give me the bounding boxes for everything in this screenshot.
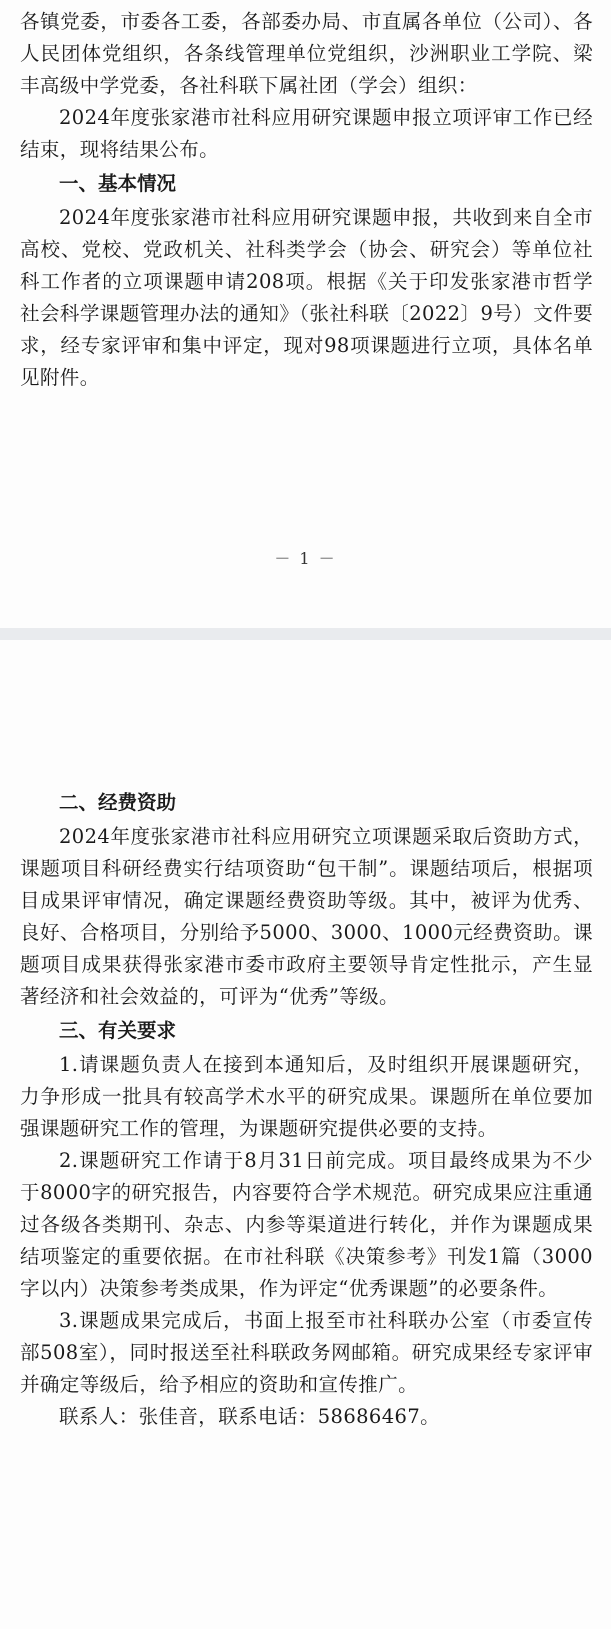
page-separator: [0, 628, 611, 640]
requirement-1: 1.请课题负责人在接到本通知后，及时组织开展课题研究，力争形成一批具有较高学术水平的研究成果。课题所在单位要加强课题研究工作的管理，为课题研究提供必要的支持。: [20, 1053, 593, 1140]
contact-line: 联系人：张佳音，联系电话：58686467。: [59, 1405, 441, 1428]
document-page-1: [0, 0, 611, 628]
section-3-heading: 三、有关要求: [59, 1019, 177, 1042]
section-2-heading: 二、经费资助: [59, 791, 177, 814]
document-page-2: [0, 640, 611, 1629]
intro-paragraph: 2024年度张家港市社科应用研究课题申报立项评审工作已经结束，现将结果公布。: [20, 106, 593, 161]
requirement-3: 3.课题成果完成后，书面上报至市社科联办公室（市委宣传部508室），同时报送至社科联政务网邮箱。研究成果经专家评审并确定等级后，给予相应的资助和宣传推广。: [20, 1309, 593, 1396]
recipients-paragraph: 各镇党委，市委各工委，各部委办局、市直属各单位（公司）、各人民团体党组织，各条线管理单位党组织，沙洲职业工学院、梁丰高级中学党委，各社科联下属社团（学会）组织：: [20, 10, 593, 97]
page-number: － 1 －: [274, 549, 337, 568]
requirement-2: 2.课题研究工作请于8月31日前完成。项目最终成果为不少于8000字的研究报告，内容要符合学术规范。研究成果应注重通过各级各类期刊、杂志、内参等渠道进行转化，并作为课题成果结项鉴定的重要依据。在市社科联《决策参考》刊发1篇（3000字以内）决策参考类成果，作为评定“优秀课题”的必要条件。: [20, 1149, 593, 1300]
section-2-body: 2024年度张家港市社科应用研究立项课题采取后资助方式，课题项目科研经费实行结项资助“包干制”。课题结项后，根据项目成果评审情况，确定课题经费资助等级。其中，被评为优秀、良好、合格项目，分别给予5000、3000、1000元经费资助。课题项目成果获得张家港市委市政府主要领导肯定性批示，产生显著经济和社会效益的，可评为“优秀”等级。: [20, 825, 593, 1008]
section-1-body: 2024年度张家港市社科应用研究课题申报，共收到来自全市高校、党校、党政机关、社科类学会（协会、研究会）等单位社科工作者的立项课题申请208项。根据《关于印发张家港市哲学社会科学课题管理办法的通知》（张社科联〔2022〕9号）文件要求，经专家评审和集中评定，现对98项课题进行立项，具体名单见附件。: [20, 206, 593, 389]
section-1-heading: 一、基本情况: [59, 172, 177, 195]
